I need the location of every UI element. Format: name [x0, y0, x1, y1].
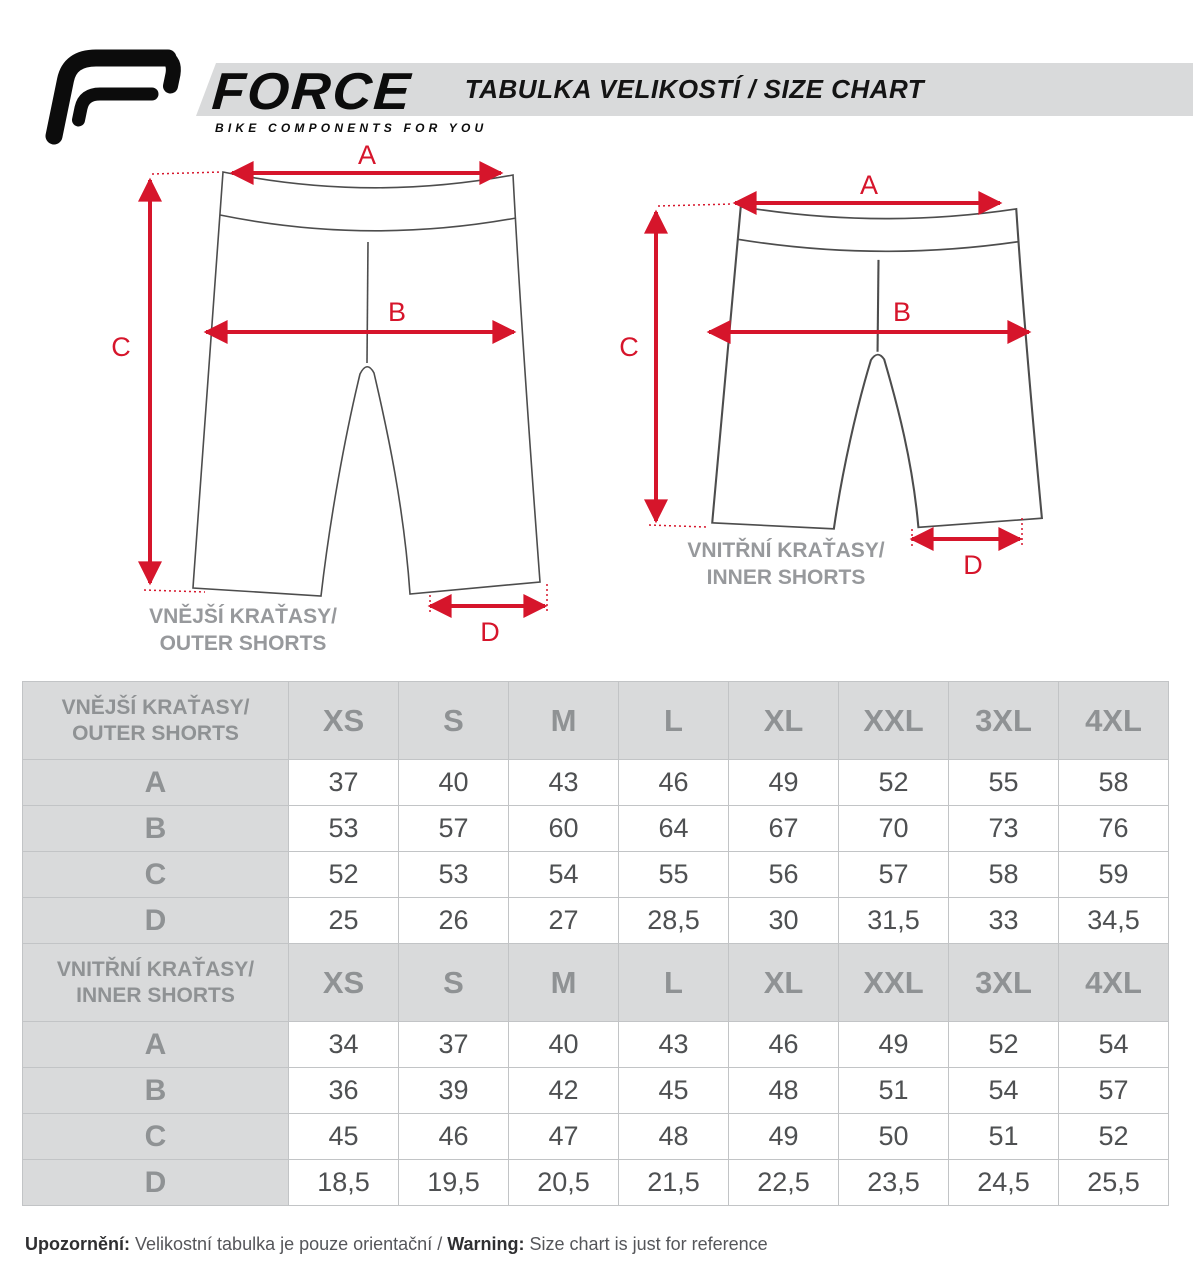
size-column-header: XL	[729, 944, 839, 1022]
size-value-cell: 20,5	[509, 1160, 619, 1206]
size-value-cell: 27	[509, 898, 619, 944]
size-value-cell: 46	[619, 760, 729, 806]
dimension-row-label: B	[23, 806, 289, 852]
size-value-cell: 51	[949, 1114, 1059, 1160]
size-value-cell: 76	[1059, 806, 1169, 852]
size-value-cell: 49	[729, 760, 839, 806]
size-value-cell: 24,5	[949, 1160, 1059, 1206]
size-value-cell: 25,5	[1059, 1160, 1169, 1206]
size-value-cell: 50	[839, 1114, 949, 1160]
size-value-cell: 51	[839, 1068, 949, 1114]
size-value-cell: 53	[399, 852, 509, 898]
outer-shorts-outline	[193, 172, 540, 596]
size-value-cell: 21,5	[619, 1160, 729, 1206]
inner-dim-a-label: A	[859, 170, 879, 200]
dimension-row-label: B	[23, 1068, 289, 1114]
footer-warning	[25, 1234, 768, 1255]
size-value-cell: 48	[619, 1114, 729, 1160]
size-value-cell: 34,5	[1059, 898, 1169, 944]
size-value-cell: 53	[289, 806, 399, 852]
brand-wordmark: FORCE	[210, 63, 414, 121]
size-column-header: L	[619, 944, 729, 1022]
size-table	[22, 681, 1169, 1206]
section-header-line1: VNĚJŠÍ KRAŤASY/	[61, 695, 250, 719]
size-column-header: XXL	[839, 944, 949, 1022]
size-value-cell: 39	[399, 1068, 509, 1114]
outer-caption-line1: VNĚJŠÍ KRAŤASY/	[149, 605, 337, 628]
outer-caption-line2: OUTER SHORTS	[159, 632, 327, 655]
outer-shorts-caption	[83, 603, 403, 657]
size-value-cell: 31,5	[839, 898, 949, 944]
inner-shorts-outline	[712, 207, 1042, 529]
section-header-line2: OUTER SHORTS	[72, 721, 239, 745]
size-value-cell: 58	[949, 852, 1059, 898]
size-column-header: XXL	[839, 682, 949, 760]
size-value-cell: 54	[509, 852, 619, 898]
size-value-cell: 40	[399, 760, 509, 806]
dimension-row-label: C	[23, 1114, 289, 1160]
size-column-header: XS	[289, 682, 399, 760]
inner-caption-line2: INNER SHORTS	[706, 566, 866, 589]
size-value-cell: 34	[289, 1022, 399, 1068]
size-value-cell: 52	[949, 1022, 1059, 1068]
warning-text-cs: Velikostní tabulka je pouze orientační /	[130, 1234, 448, 1254]
size-value-cell: 52	[1059, 1114, 1169, 1160]
size-value-cell: 54	[949, 1068, 1059, 1114]
section-header-label	[23, 682, 289, 760]
brand-tagline: BIKE COMPONENTS FOR YOU	[215, 121, 488, 135]
size-value-cell: 54	[1059, 1022, 1169, 1068]
size-column-header: S	[399, 944, 509, 1022]
section-header-label	[23, 944, 289, 1022]
size-value-cell: 70	[839, 806, 949, 852]
warning-label-en: Warning:	[447, 1234, 525, 1254]
inner-dotted-guide-bottom	[649, 525, 706, 527]
size-value-cell: 73	[949, 806, 1059, 852]
size-value-cell: 18,5	[289, 1160, 399, 1206]
outer-dotted-guide-top	[152, 172, 222, 174]
size-value-cell: 43	[509, 760, 619, 806]
size-value-cell: 40	[509, 1022, 619, 1068]
size-value-cell: 46	[729, 1022, 839, 1068]
inner-shorts-caption	[626, 537, 946, 591]
size-column-header: M	[509, 944, 619, 1022]
inner-dotted-guide-top	[658, 204, 732, 206]
size-column-header: M	[509, 682, 619, 760]
size-value-cell: 30	[729, 898, 839, 944]
size-value-cell: 45	[619, 1068, 729, 1114]
size-value-cell: 43	[619, 1022, 729, 1068]
page-title: TABULKA VELIKOSTÍ / SIZE CHART	[464, 74, 925, 104]
size-value-cell: 36	[289, 1068, 399, 1114]
inner-dim-b-label: B	[892, 297, 912, 327]
outer-dotted-guide-bottom	[144, 590, 205, 592]
size-value-cell: 46	[399, 1114, 509, 1160]
dimension-row-label: D	[23, 898, 289, 944]
size-value-cell: 67	[729, 806, 839, 852]
size-value-cell: 33	[949, 898, 1059, 944]
warning-text-en: Size chart is just for reference	[524, 1234, 768, 1254]
inner-dim-d-label: D	[963, 550, 983, 580]
dimension-row-label: A	[23, 1022, 289, 1068]
size-value-cell: 55	[949, 760, 1059, 806]
size-value-cell: 59	[1059, 852, 1169, 898]
size-value-cell: 47	[509, 1114, 619, 1160]
size-value-cell: 57	[1059, 1068, 1169, 1114]
size-value-cell: 19,5	[399, 1160, 509, 1206]
size-value-cell: 45	[289, 1114, 399, 1160]
size-column-header: L	[619, 682, 729, 760]
outer-dim-b-label: B	[387, 297, 407, 327]
dimension-row-label: C	[23, 852, 289, 898]
size-value-cell: 52	[289, 852, 399, 898]
size-value-cell: 37	[289, 760, 399, 806]
size-value-cell: 57	[839, 852, 949, 898]
size-value-cell: 49	[729, 1114, 839, 1160]
size-column-header: 4XL	[1059, 682, 1169, 760]
size-value-cell: 42	[509, 1068, 619, 1114]
size-column-header: 4XL	[1059, 944, 1169, 1022]
size-value-cell: 55	[619, 852, 729, 898]
size-value-cell: 57	[399, 806, 509, 852]
inner-caption-line1: VNITŘNÍ KRAŤASY/	[687, 539, 885, 562]
size-value-cell: 56	[729, 852, 839, 898]
outer-dim-a-label: A	[357, 140, 377, 170]
size-value-cell: 23,5	[839, 1160, 949, 1206]
section-header-line1: VNITŘNÍ KRAŤASY/	[56, 957, 255, 981]
size-column-header: S	[399, 682, 509, 760]
outer-dim-d-label: D	[480, 617, 500, 647]
dimension-row-label: A	[23, 760, 289, 806]
size-value-cell: 25	[289, 898, 399, 944]
size-value-cell: 49	[839, 1022, 949, 1068]
size-value-cell: 58	[1059, 760, 1169, 806]
size-column-header: 3XL	[949, 944, 1059, 1022]
outer-dim-c-label: C	[111, 332, 131, 362]
size-column-header: 3XL	[949, 682, 1059, 760]
size-value-cell: 60	[509, 806, 619, 852]
size-value-cell: 26	[399, 898, 509, 944]
size-value-cell: 48	[729, 1068, 839, 1114]
size-value-cell: 52	[839, 760, 949, 806]
warning-label-cs: Upozornění:	[25, 1234, 130, 1254]
section-header-line2: INNER SHORTS	[76, 983, 235, 1007]
size-value-cell: 64	[619, 806, 729, 852]
inner-dim-c-label: C	[619, 332, 639, 362]
size-value-cell: 22,5	[729, 1160, 839, 1206]
dimension-row-label: D	[23, 1160, 289, 1206]
size-value-cell: 28,5	[619, 898, 729, 944]
size-value-cell: 37	[399, 1022, 509, 1068]
size-column-header: XL	[729, 682, 839, 760]
size-column-header: XS	[289, 944, 399, 1022]
